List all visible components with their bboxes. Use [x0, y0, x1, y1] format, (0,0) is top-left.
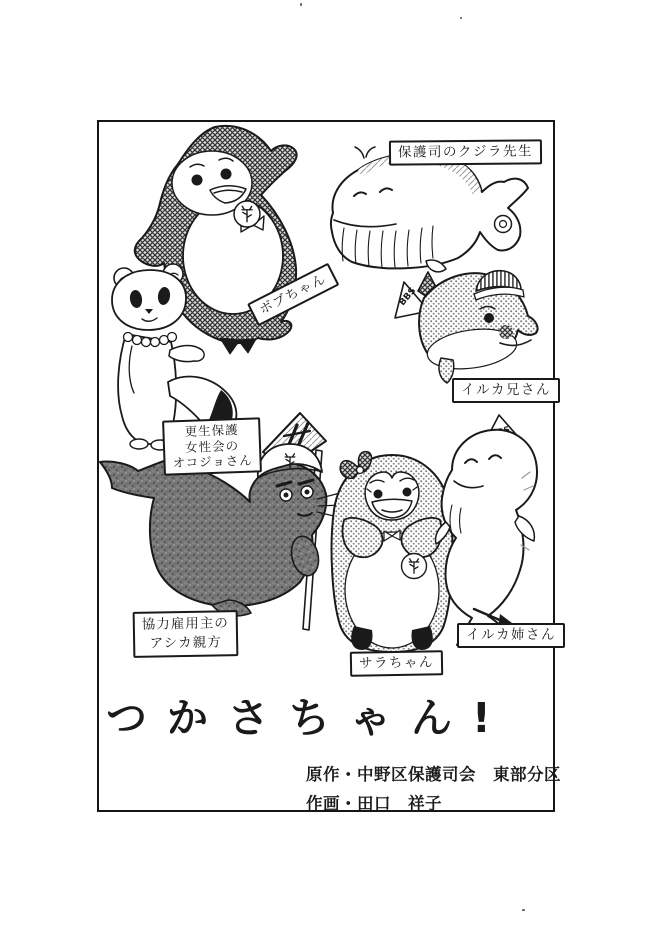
scan-speck [522, 909, 525, 911]
penguin-sara-illustration [332, 452, 453, 652]
credit-artist: 作画・田口 祥子 [306, 794, 442, 813]
sealion-body [100, 456, 326, 606]
sealion-label [133, 610, 239, 658]
whale-label: 保護司のクジラ先生 [389, 139, 542, 165]
dolphin-brother-label: イルカ兄さん [452, 378, 560, 403]
whale-teacher-illustration [331, 147, 528, 272]
sealion-label-line1: 協力雇用主の [141, 615, 229, 633]
sister-body [442, 430, 537, 645]
sara-eye-left [374, 490, 383, 499]
credit-original-story: 原作・中野区保護司会 東部分区 [306, 765, 561, 784]
bob-label: ボブちゃん [247, 263, 339, 326]
bro-cheek [499, 325, 513, 339]
bob-eye-right [221, 169, 232, 180]
sara-bow-knot [357, 467, 364, 474]
sara-label: サラちゃん [350, 650, 443, 677]
dolphin-sister-illustration [435, 415, 537, 645]
sealion-pupil-right [305, 490, 310, 495]
bob-eye-left [192, 175, 203, 186]
sealion-label-line2: アシカ親方 [149, 634, 222, 652]
sara-eye-right [403, 488, 412, 497]
dolphin-sister-label: イルカ姉さん [457, 623, 565, 648]
bbs-pennant-brother-text: BBS [397, 286, 419, 308]
okojo-arm-right [169, 346, 204, 362]
bob-feet [220, 338, 256, 354]
dolphin-brother-illustration [395, 271, 538, 383]
whale-spout [355, 147, 375, 158]
okojo-label-line3: オコジョさん [172, 452, 254, 471]
sealion-pupil-left [284, 493, 289, 498]
okojo-label-line2: 女性会の [184, 437, 240, 455]
scan-speck [300, 3, 302, 6]
page-title: つかさちゃん! [106, 694, 511, 742]
scan-speck [460, 17, 462, 19]
okojo-label-line1: 更生保護 [184, 422, 239, 439]
okojo-foot-left [130, 439, 148, 449]
credits [306, 760, 561, 818]
bro-eye [484, 313, 494, 323]
okojo-label [162, 417, 262, 475]
